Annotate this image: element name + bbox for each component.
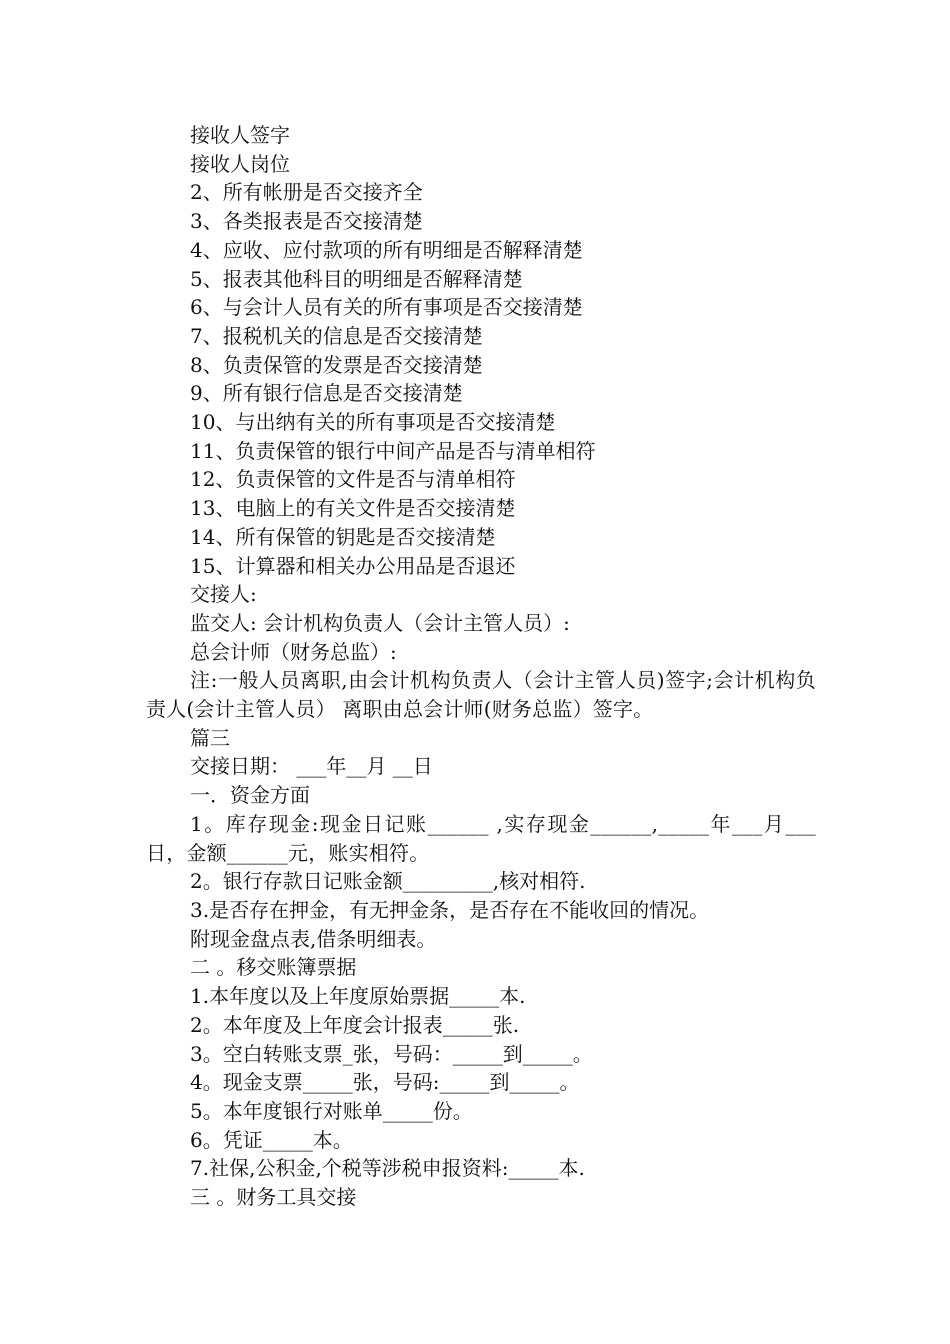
- attachments-line: 附现金盘点表,借条明细表。: [190, 926, 437, 951]
- handover-date-line: 交接日期： ___年__月 __日: [190, 754, 433, 779]
- checklist-item-10: 10、与出纳有关的所有事项是否交接清楚: [190, 410, 556, 435]
- checklist-item-3: 3、各类报表是否交接清楚: [190, 209, 423, 234]
- checklist-item-15: 15、计算器和相关办公用品是否退还: [190, 553, 516, 578]
- checklist-item-5: 5、报表其他科目的明细是否解释清楚: [190, 266, 523, 291]
- section-three-title: 篇三: [190, 725, 230, 750]
- receiver-signature-line: 接收人签字: [190, 123, 290, 147]
- document-body: [146, 121, 816, 1212]
- checklist-item-7: 7、报税机关的信息是否交接清楚: [190, 323, 483, 348]
- checklist-item-6: 6、与会计人员有关的所有事项是否交接清楚: [190, 295, 583, 320]
- checklist-item-12: 12、负责保管的文件是否与清单相符: [190, 467, 516, 492]
- supervisor-line: 监交人: 会计机构负责人（会计主管人员）:: [190, 610, 570, 635]
- checklist-item-13: 13、电脑上的有关文件是否交接清楚: [190, 496, 516, 521]
- checklist-item-8: 8、负责保管的发票是否交接清楚: [190, 352, 483, 377]
- tools-section-title: 三 。财务工具交接: [190, 1185, 357, 1210]
- funds-section-title: 一．资金方面: [190, 783, 310, 808]
- checklist-item-11: 11、负责保管的银行中间产品是否与清单相符: [190, 438, 596, 463]
- receiver-position-line: 接收人岗位: [190, 151, 290, 176]
- ledger-item-3: 3。空白转账支票_张，号码：_____到_____。: [190, 1041, 593, 1066]
- ledger-section-title: 二 。移交账簿票据: [190, 955, 357, 980]
- checklist-item-9: 9、所有银行信息是否交接清楚: [190, 381, 463, 406]
- deposit-check-item: 3.是否存在押金，有无押金条，是否存在不能收回的情况。: [190, 897, 710, 922]
- checklist-item-14: 14、所有保管的钥匙是否交接清楚: [190, 524, 496, 549]
- cash-on-hand-item: 1。库存现金:现金日记账______ ,实存现金______,_____年___月___日，金额______元，账实相符。: [146, 811, 816, 865]
- bank-deposit-item: 2。银行存款日记账金额_________,核对相符.: [190, 869, 586, 894]
- checklist-item-4: 4、应收、应付款项的所有明细是否解释清楚: [190, 237, 583, 262]
- signature-note: 注:一般人员离职,由会计机构负责人（会计主管人员)签字;会计机构负责人(会计主管人员） 离职由总会计师(财务总监）签字。: [146, 668, 816, 722]
- ledger-item-1: 1.本年度以及上年度原始票据_____本.: [190, 984, 526, 1009]
- checklist-item-2: 2、所有帐册是否交接齐全: [190, 180, 423, 205]
- ledger-item-4: 4。现金支票_____张，号码:_____到_____。: [190, 1070, 580, 1095]
- ledger-item-2: 2。本年度及上年度会计报表_____张.: [190, 1012, 520, 1037]
- handover-person-line: 交接人:: [190, 582, 257, 607]
- ledger-item-6: 6。凭证_____本。: [190, 1127, 353, 1152]
- ledger-item-5: 5。本年度银行对账单_____份。: [190, 1098, 473, 1123]
- chief-accountant-line: 总会计师（财务总监）:: [190, 639, 397, 664]
- ledger-item-7: 7.社保,公积金,个税等涉税申报资料:_____本.: [190, 1156, 585, 1181]
